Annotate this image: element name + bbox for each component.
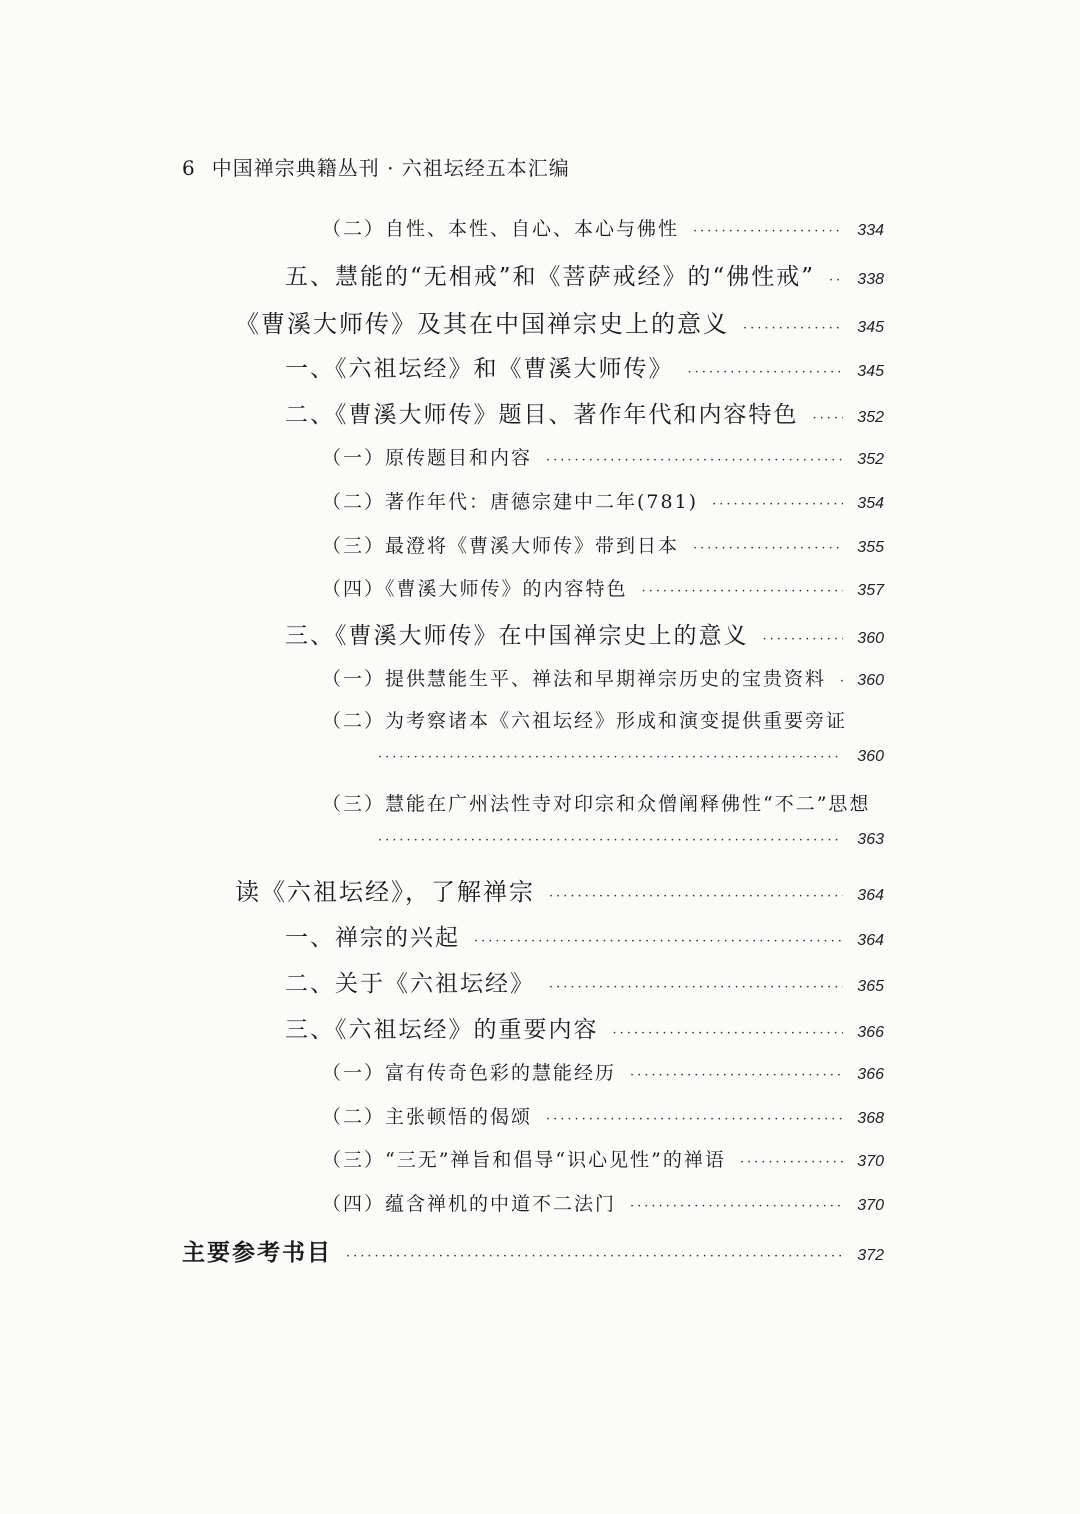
toc-entry-page: 368 bbox=[857, 1110, 884, 1127]
toc-entry-continuation bbox=[378, 748, 884, 766]
toc-leader-dots bbox=[693, 542, 843, 555]
toc-leader-dots bbox=[840, 675, 843, 688]
toc-leader-dots bbox=[546, 454, 843, 467]
toc-entry-title: （三）慧能在广州法性寺对印宗和众僧阐释佛性“不二”思想 bbox=[322, 793, 871, 815]
toc-entry-title: 主要参考书目 bbox=[182, 1240, 332, 1266]
toc-leader-dots bbox=[549, 890, 843, 903]
toc-entry-title: （一）提供慧能生平、禅法和早期禅宗历史的宝贵资料 bbox=[322, 668, 827, 690]
toc-leader-dots bbox=[688, 366, 844, 379]
toc-entry-title: 一、禅宗的兴起 bbox=[285, 925, 460, 951]
toc-entry-page: 364 bbox=[857, 887, 884, 904]
toc-entry-title: 一、《六祖坛经》和《曹溪大师传》 bbox=[285, 356, 674, 382]
toc-entry-title: 三、《六祖坛经》的重要内容 bbox=[285, 1017, 599, 1043]
running-header bbox=[182, 152, 570, 181]
toc-leader-dots bbox=[630, 1200, 843, 1213]
toc-entry-page: 360 bbox=[857, 748, 884, 765]
toc-leader-dots bbox=[712, 498, 843, 511]
toc-entry-page: 354 bbox=[857, 495, 884, 512]
toc-entry-title: （三）“三无”禅旨和倡导“识心见性”的禅语 bbox=[322, 1149, 726, 1171]
toc-entry bbox=[235, 872, 884, 907]
toc-entry-page: 345 bbox=[857, 319, 884, 336]
toc-leader-dots bbox=[743, 322, 843, 335]
toc-leader-dots bbox=[378, 751, 843, 764]
toc-leader-dots bbox=[829, 274, 843, 287]
toc-entry-page: 345 bbox=[857, 363, 884, 380]
toc-entry-continuation bbox=[378, 831, 884, 849]
toc-entry-page: 364 bbox=[857, 932, 884, 949]
toc-entry-title: （二）主张顿悟的偈颂 bbox=[322, 1106, 533, 1128]
toc-leader-dots bbox=[546, 1113, 843, 1126]
toc-entry-page: 334 bbox=[857, 222, 884, 239]
toc-entry-page: 352 bbox=[857, 451, 884, 468]
toc-entry-page: 366 bbox=[857, 1024, 884, 1041]
toc-leader-dots bbox=[378, 834, 843, 847]
toc-leader-dots bbox=[642, 585, 844, 598]
toc-entry bbox=[322, 531, 884, 558]
toc-leader-dots bbox=[630, 1069, 843, 1082]
toc-entry-page: 365 bbox=[857, 978, 884, 995]
toc-leader-dots bbox=[613, 1027, 844, 1040]
toc-entry-page: 370 bbox=[857, 1197, 884, 1214]
toc-leader-dots bbox=[763, 633, 844, 646]
toc-entry bbox=[322, 1145, 884, 1172]
toc-entry bbox=[285, 396, 884, 429]
toc-entry-title: （三）最澄将《曹溪大师传》带到日本 bbox=[322, 535, 680, 557]
toc-entry-title: 三、《曹溪大师传》在中国禅宗史上的意义 bbox=[285, 623, 749, 649]
toc-entry-page: 363 bbox=[857, 831, 884, 848]
toc-leader-dots bbox=[693, 225, 843, 238]
toc-entry-page: 372 bbox=[857, 1247, 884, 1264]
toc-entry-page: 357 bbox=[857, 582, 884, 599]
toc-leader-dots bbox=[813, 412, 844, 425]
toc-entry-title: 读《六祖坛经》，了解禅宗 bbox=[235, 878, 535, 906]
toc-entry bbox=[322, 443, 884, 470]
toc-entry bbox=[322, 214, 884, 241]
header-title: 中国禅宗典籍丛刊 · 六祖坛经五本汇编 bbox=[211, 156, 570, 180]
toc-entry bbox=[285, 258, 884, 291]
toc-entry-page: 352 bbox=[857, 409, 884, 426]
toc-entry-page: 366 bbox=[857, 1066, 884, 1083]
toc-entry-title: （一）富有传奇色彩的慧能经历 bbox=[322, 1062, 617, 1084]
toc-entry-title: 《曹溪大师传》及其在中国禅宗史上的意义 bbox=[235, 310, 729, 338]
toc-entry-title: （二）著作年代：唐德宗建中二年(781) bbox=[322, 491, 699, 513]
toc-entry bbox=[322, 574, 884, 601]
toc-entry-title: （一）原传题目和内容 bbox=[322, 447, 533, 469]
toc-entry bbox=[235, 304, 884, 339]
toc-entry-title: 五、慧能的“无相戒”和《菩萨戒经》的“佛性戒” bbox=[285, 264, 816, 290]
toc-entry bbox=[285, 965, 884, 998]
toc-entry-title: 二、《曹溪大师传》题目、著作年代和内容特色 bbox=[285, 402, 799, 428]
toc-entry-title: （四）《曹溪大师传》的内容特色 bbox=[322, 578, 628, 600]
toc-leader-dots bbox=[474, 935, 843, 948]
toc-entry bbox=[322, 1058, 884, 1085]
toc-entry bbox=[285, 919, 884, 952]
toc-entry bbox=[322, 1102, 884, 1129]
toc-leader-dots bbox=[549, 981, 843, 994]
toc-entry bbox=[285, 617, 884, 650]
toc-leader-dots bbox=[346, 1250, 843, 1263]
toc-entry-page: 360 bbox=[857, 672, 884, 689]
toc-entry bbox=[285, 1011, 884, 1044]
toc-entry bbox=[322, 487, 884, 514]
toc-entry-page: 355 bbox=[857, 539, 884, 556]
toc-entry bbox=[182, 1234, 884, 1267]
toc-leader-dots bbox=[740, 1156, 843, 1169]
toc-entry bbox=[322, 664, 884, 691]
toc-entry-title: 二、关于《六祖坛经》 bbox=[285, 971, 535, 997]
toc-entry bbox=[322, 1189, 884, 1216]
toc-entry-title: （二）为考察诸本《六祖坛经》形成和演变提供重要旁证 bbox=[322, 710, 848, 732]
toc-entry-page: 338 bbox=[857, 271, 884, 288]
toc-entry-page: 360 bbox=[857, 630, 884, 647]
toc-entry-title: （四）蕴含禅机的中道不二法门 bbox=[322, 1193, 617, 1215]
header-page-number: 6 bbox=[182, 156, 196, 180]
toc-entry-page: 370 bbox=[857, 1153, 884, 1170]
toc-entry-title: （二）自性、本性、自心、本心与佛性 bbox=[322, 218, 680, 240]
toc-entry bbox=[285, 350, 884, 383]
